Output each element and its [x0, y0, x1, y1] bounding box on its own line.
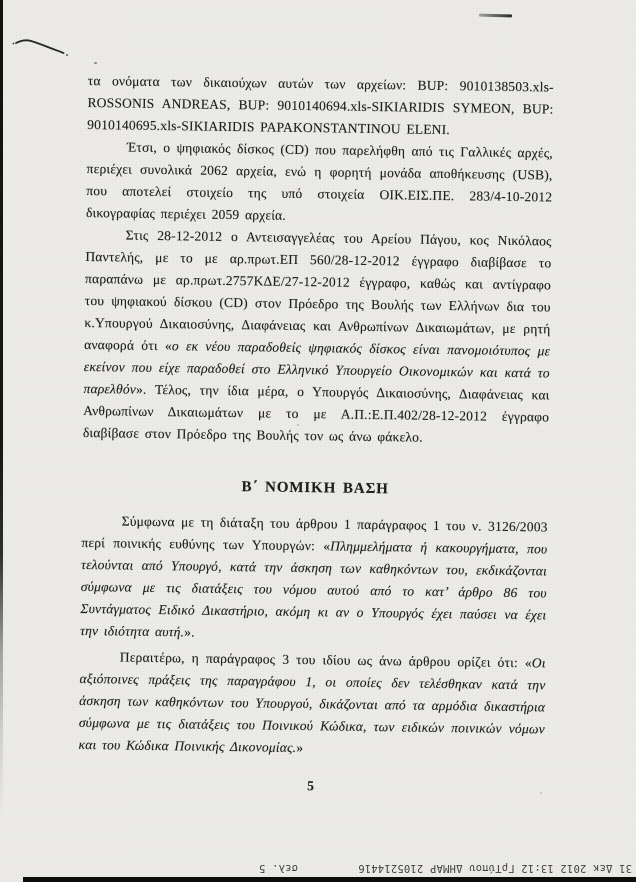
quoted-text: Οι αξιόποινες πράξεις της παραγράφου 1, οι οποίες δεν τελέσθηκαν κατά την άσκηση των καθηκόντων του Υπουργού, δικάζονται από τα αρμόδια δικαστήρια σύμφωνα με τις διατάξεις του Ποινικού Κώδικα, των ειδικών ποινικών νόμων και του Κώδικα Ποινικής Δικονομίας. [78, 655, 546, 755]
fax-footer-upside-down [0, 860, 636, 874]
text-run: Σύμφωνα με τη διάταξη του άρθρου 1 παράγραφος 1 του ν. 3126/2003 περί ποινικής ευθύνης των Υπουργών: « [81, 513, 548, 554]
paragraph-cd-usb-files [86, 136, 553, 230]
scan-edge-left [0, 0, 3, 815]
text-run: τα ονόματα των δικαιούχων αυτών των αρχείων: BUP: 9010138503.xls-ROSSONIS ANDREAS, BUP: 9010140694.xls-SIKIARIDIS SYMEON, BUP: 9010140695.xls-SIKIARIDIS PAPAKONSTANTINOU ELENI. [87, 72, 554, 138]
paragraph-continuation [87, 70, 554, 142]
scan-edge-bottom [23, 877, 636, 882]
text-run: » [296, 739, 304, 756]
document-body [78, 70, 554, 800]
page-number: 5 [307, 778, 316, 794]
text-run: Έτσι, ο ψηφιακός δίσκος (CD) που παρελήφθη από τις Γαλλικές αρχές, περιέχει συνολικά 2062 αρχεία, ενώ η φορητή μονάδα αποθήκευσης (USB), που αποτελεί στοιχείο της υπό στοιχεία ΟΙΚ.ΕΙΣ.ΠΕ. 283/4-10-2012 δικογραφίας περιέχει 2059 αρχεία. [85, 139, 553, 223]
quoted-text: Πλημμελήματα ή κακουργήματα, που τελούνται από Υπουργό, κατά την άσκηση των καθηκόντων του, εκδικάζονται σύμφωνα με τις διατάξεις του νόμου αυτού από το κατ’ άρθρο 86 του Συντάγματος Ειδικό Δικαστήριο, ακόμη κι αν ο Υπουργός έχει παύσει να έχει την ιδιότητα αυτή. [80, 538, 548, 640]
fax-timestamp-line: 31 Δεκ 2012 13:12 ΓρΤύπου ΔΗΜΑΡ 2105214416 [358, 862, 632, 874]
scan-artifact-dash [479, 14, 512, 18]
paragraph-transmittal [83, 224, 552, 450]
text-run: ». [184, 624, 195, 640]
text-run: Στις 28-12-2012 ο Αντεισαγγελέας του Αρείου Πάγου, κος Νικόλαος Παντελής, με το με αρ.πρωτ.ΕΠ 560/28-12-2012 έγγραφο διαβίβασε το παραπάνω με αρ.πρωτ.2757ΚΔΕ/27-12-2012 έγγραφο, καθώς και αντίγραφο του ψηφιακού δίσκου (CD) στον Πρόεδρο της Βουλής των Ελλήνων δια του κ.Υπουργού Δικαιοσύνης, Διαφάνειας και Ανθρωπίνων Δικαιωμάτων, με ρητή αναφορά ότι « [84, 227, 552, 354]
fax-page-label: σελ. 5 [258, 862, 298, 874]
text-run: Περαιτέρω, η παράγραφος 3 του ιδίου ως άνω άρθρου ορίζει ότι: « [119, 649, 532, 671]
quoted-text: ο εκ νέου παραδοθείς ψηφιακός δίσκος είναι πανομοιότυπος με εκείνον που είχε παραδοθεί στο Ελληνικό Υπουργείο Οικονομικών και κατά το παρελθόν [83, 338, 551, 397]
pen-squiggle-mark [12, 34, 70, 58]
paragraph-law-3126-2003 [80, 510, 548, 648]
section-heading: Β΄ ΝΟΜΙΚΗ ΒΑΣΗ [241, 479, 389, 498]
paragraph-article-par3 [78, 646, 545, 762]
scan-speck [94, 62, 97, 64]
text-run: ». Τέλος, την ίδια μέρα, ο Υπουργός Δικαιοσύνης, Διαφάνειας και Ανθρωπίνων Δικαιωμάτων με το με Α.Π.:Ε.Π.402/28-12-2012 έγγραφο διαβίβασε στον Πρόεδρο της Βουλής τον ως άνω φάκελο. [82, 381, 550, 445]
